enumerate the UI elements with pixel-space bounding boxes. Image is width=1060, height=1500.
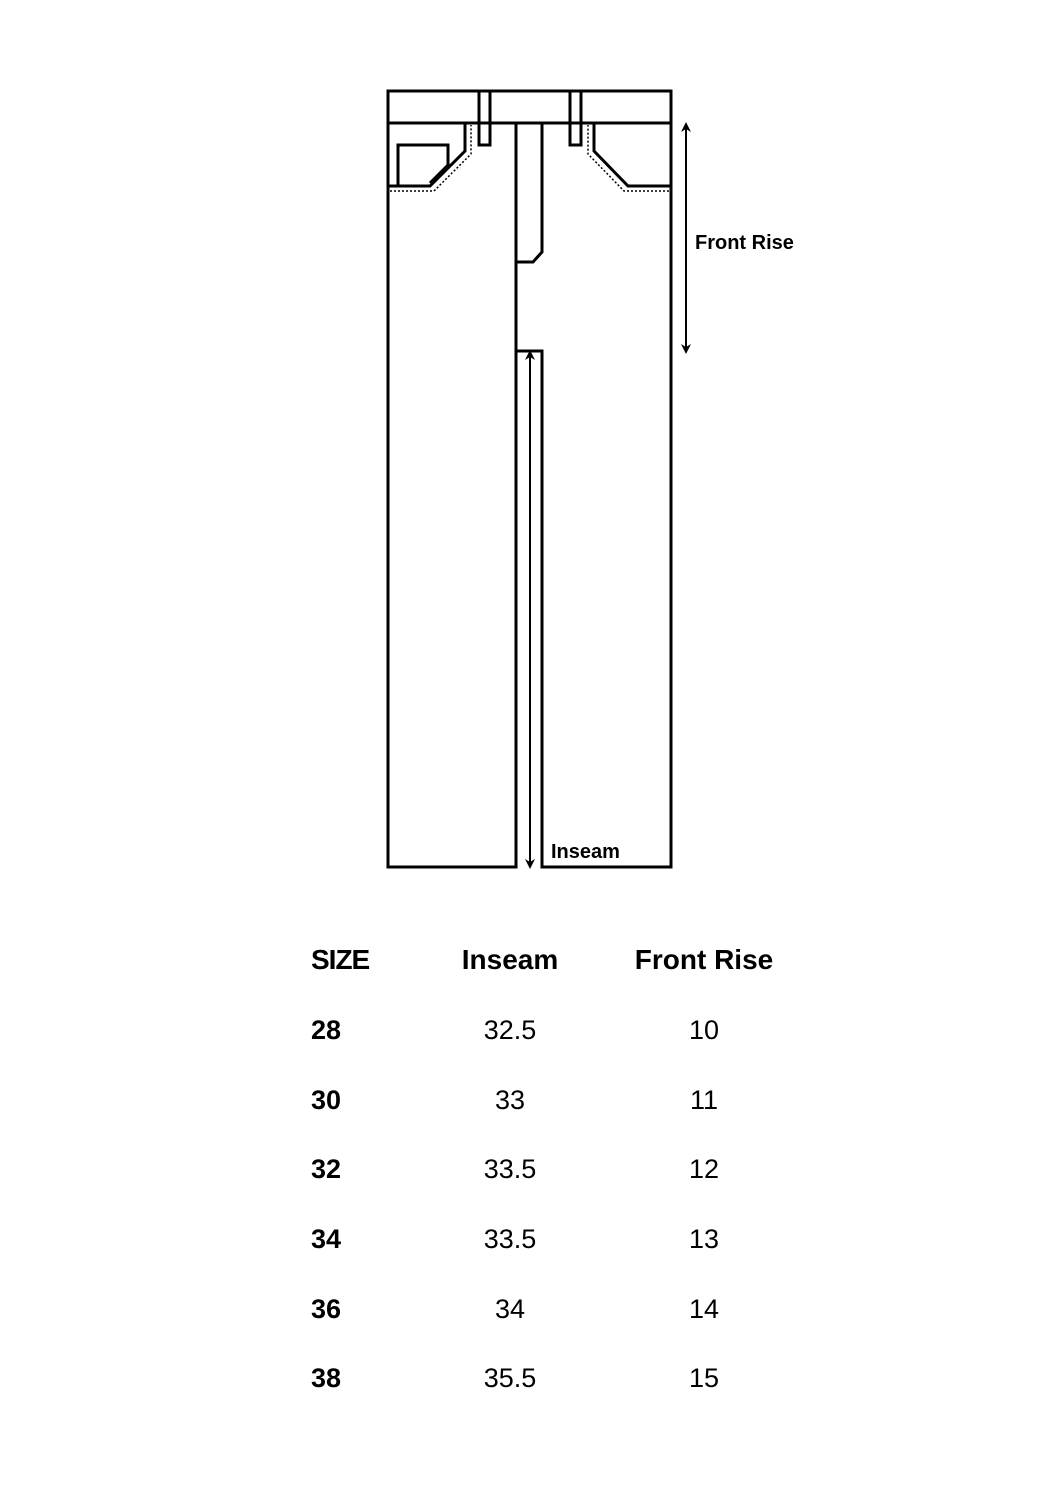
table-row xyxy=(0,1358,1060,1398)
header-front-rise: Front Rise xyxy=(634,944,774,975)
table-row xyxy=(0,1219,1060,1259)
header-inseam: Inseam xyxy=(461,944,559,975)
front-rise-value: 13 xyxy=(688,1224,720,1254)
left-leg xyxy=(388,123,516,867)
size-value: 32 xyxy=(311,1154,342,1184)
size-value: 38 xyxy=(311,1363,342,1393)
front-rise-value: 15 xyxy=(688,1363,720,1393)
inseam-value: 32.5 xyxy=(483,1015,537,1045)
right-leg xyxy=(516,123,671,867)
size-value: 36 xyxy=(311,1294,342,1324)
size-value: 34 xyxy=(311,1224,342,1254)
table-header xyxy=(0,940,1060,980)
front-rise-measure xyxy=(686,127,794,349)
front-rise-value: 11 xyxy=(689,1085,719,1115)
front-rise-value: 10 xyxy=(688,1015,720,1045)
right-pocket-opening xyxy=(594,123,671,186)
belt-loop-right xyxy=(570,91,581,145)
pocket-details xyxy=(388,123,671,191)
belt-loop-left xyxy=(479,91,490,145)
inseam-value: 33.5 xyxy=(483,1224,537,1254)
coin-pocket xyxy=(398,145,448,186)
front-rise-value: 12 xyxy=(688,1154,720,1184)
table-row xyxy=(0,1289,1060,1329)
front-rise-value: 14 xyxy=(688,1294,720,1324)
inseam-value: 35.5 xyxy=(483,1363,537,1393)
table-row xyxy=(0,1010,1060,1050)
front-rise-label: Front Rise xyxy=(695,232,794,254)
size-value: 28 xyxy=(311,1015,342,1045)
inseam-label: Inseam xyxy=(551,841,620,863)
size-value: 30 xyxy=(311,1085,342,1115)
inseam-value: 33.5 xyxy=(483,1154,537,1184)
waistband xyxy=(388,91,671,123)
header-size: SIZE xyxy=(311,944,370,975)
fly-stitch xyxy=(516,123,542,262)
table-row xyxy=(0,1149,1060,1189)
inseam-value: 33 xyxy=(494,1085,526,1115)
left-pocket-opening xyxy=(388,123,465,186)
table-row xyxy=(0,1080,1060,1120)
inseam-value: 34 xyxy=(494,1294,526,1324)
